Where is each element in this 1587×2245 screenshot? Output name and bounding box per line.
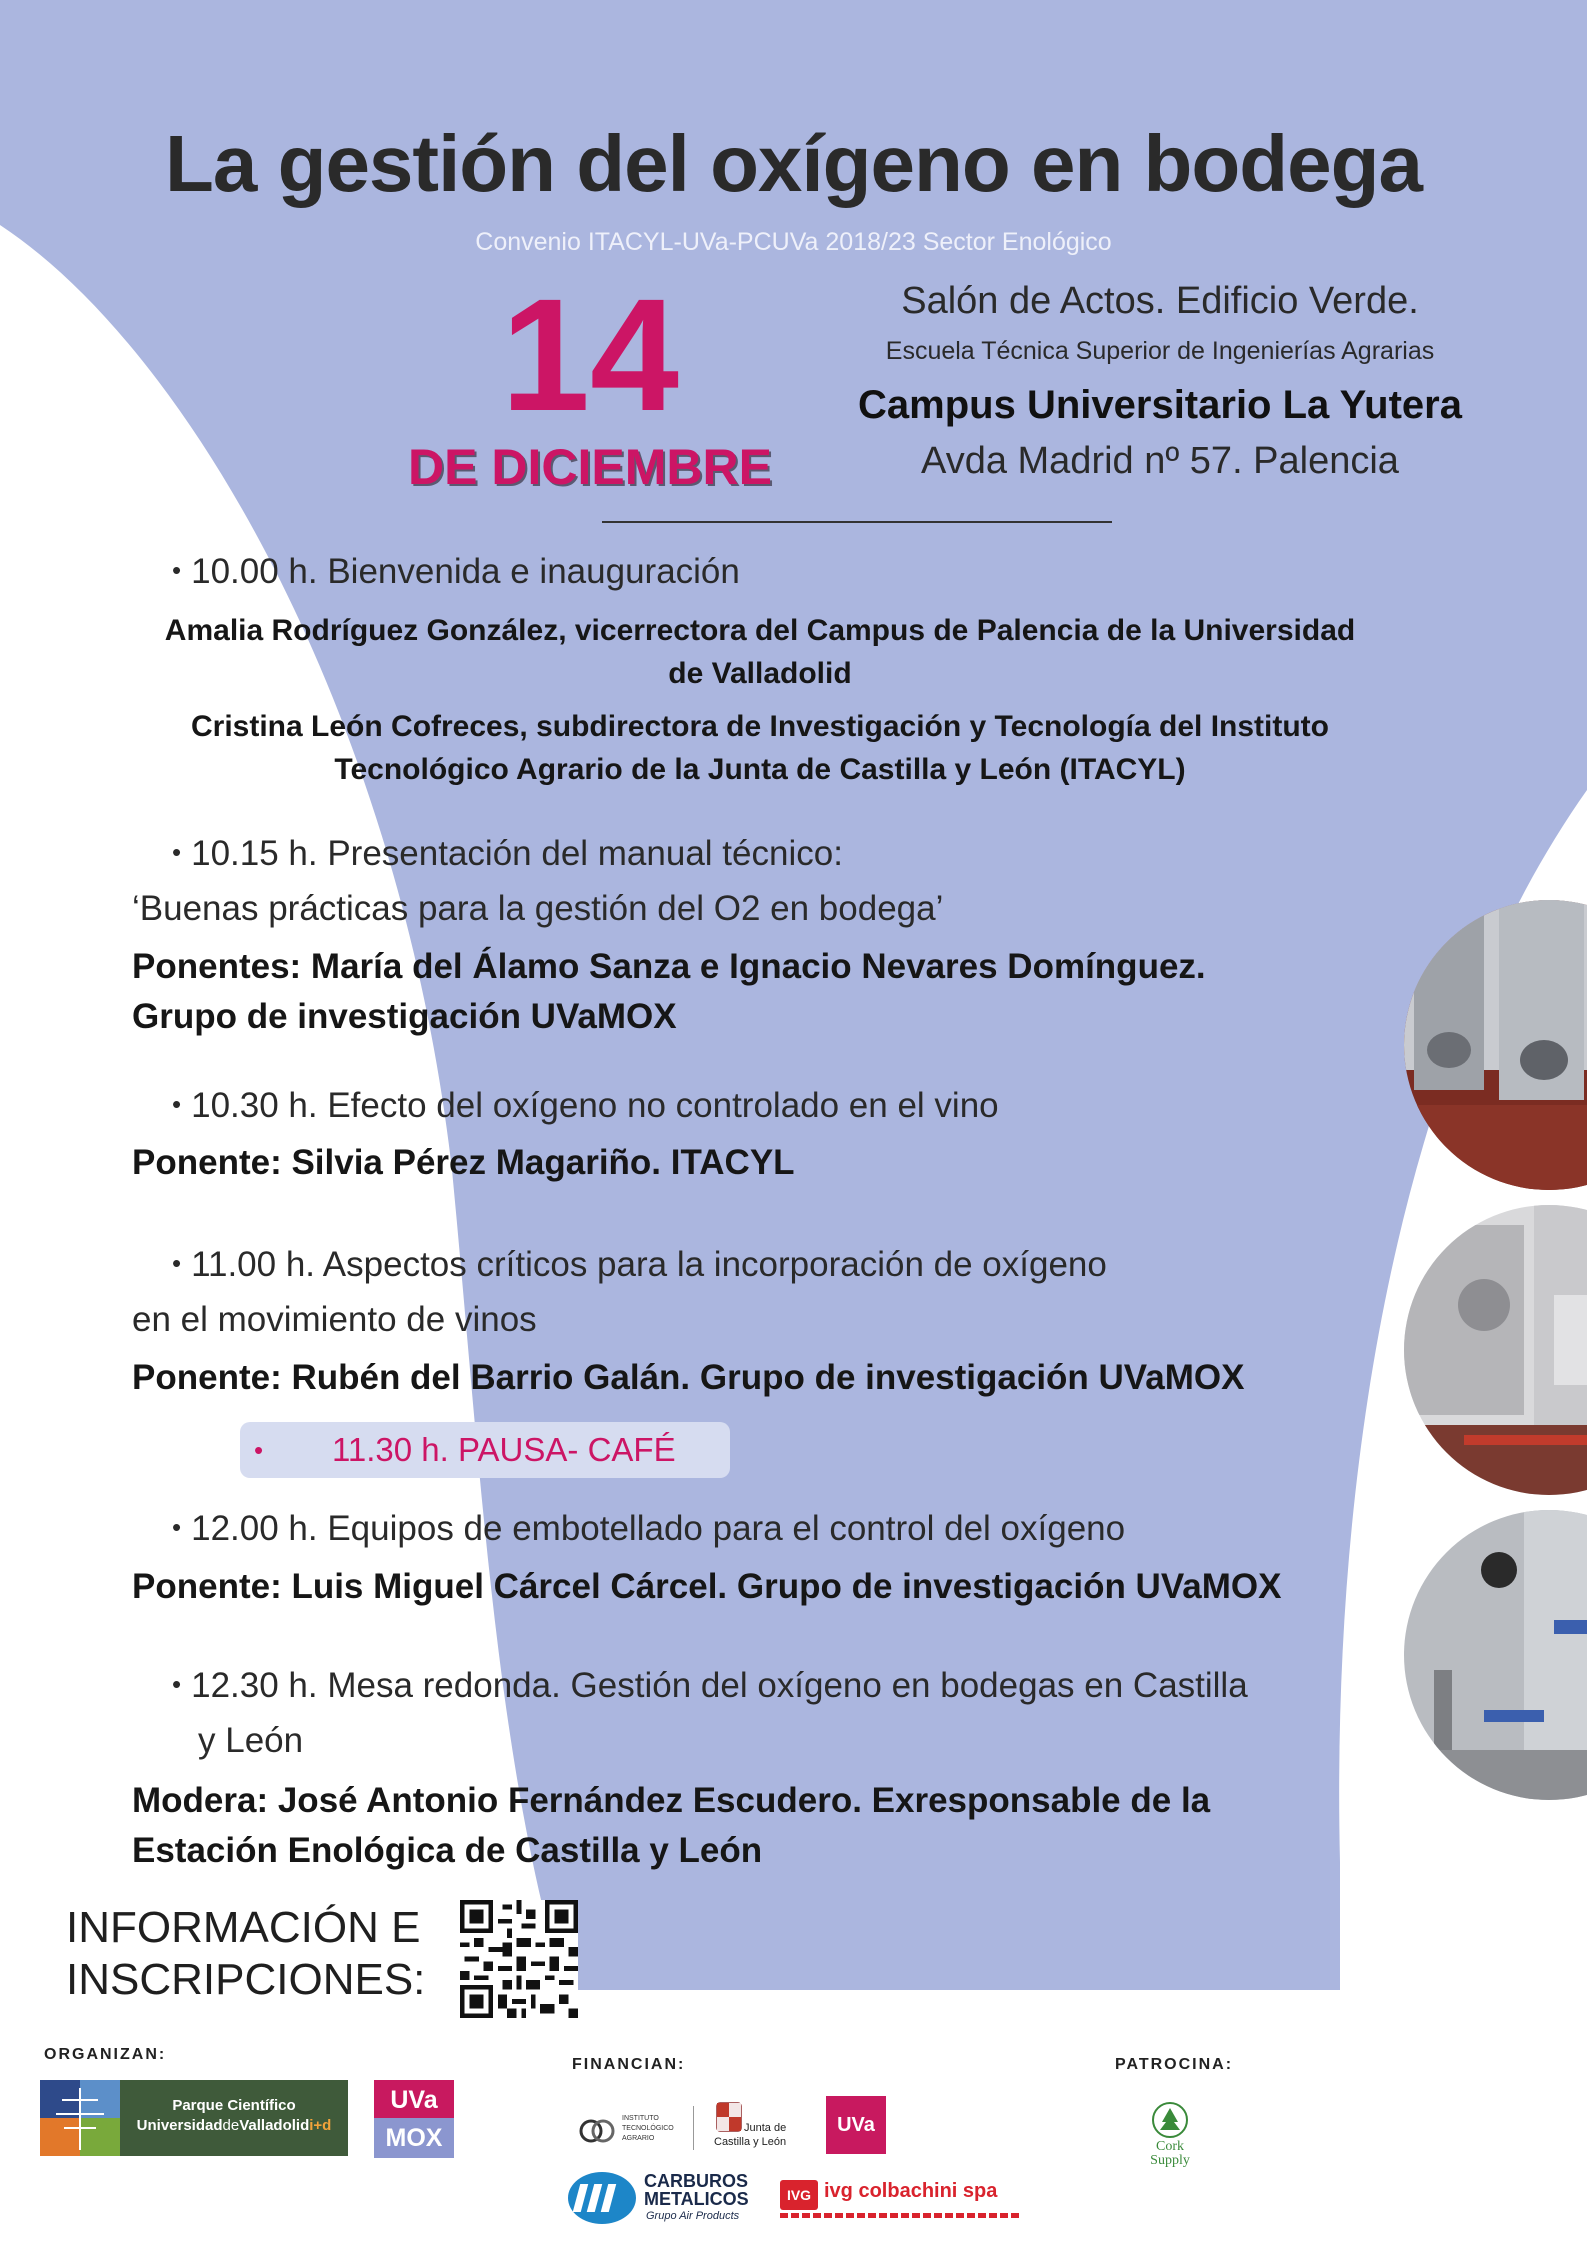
program-item-3-speaker: Ponente: Silvia Pérez Magariño. ITACYL xyxy=(132,1143,795,1182)
divider xyxy=(602,521,1112,523)
program-item-5-time: • 12.00 h. Equipos de embotellado para el control del oxígeno xyxy=(172,1509,1126,1548)
program-item-5-speaker: Ponente: Luis Miguel Cárcel Cárcel. Grupo de investigación UVaMOX xyxy=(132,1567,1282,1606)
organizers-label: ORGANIZAN: xyxy=(44,2046,167,2063)
program-item-1-speaker-2: Cristina León Cofreces, subdirectora de Investigación y Tecnología del Instituto Tecnológico Agrario de la Junta de Castilla y León (ITACYL) xyxy=(191,710,1329,786)
program-item-2-speakers: Ponentes: María del Álamo Sanza e Ignacio Nevares Domínguez. Grupo de investigación UVaMOX xyxy=(132,947,1206,1036)
page-title: La gestión del oxígeno en bodega xyxy=(164,119,1423,208)
uvamox-logo: UVa MOX xyxy=(374,2080,454,2158)
junta-logo: Junta de Castilla y León xyxy=(710,2100,820,2156)
program-item-6-time: • 12.30 h. Mesa redonda. Gestión del oxígeno en bodegas en Castilla xyxy=(172,1666,1248,1705)
event-month: DE DICIEMBRE xyxy=(408,439,772,495)
logo-divider xyxy=(693,2106,694,2150)
venue-school: Escuela Técnica Superior de Ingenierías Agrarias xyxy=(885,337,1435,365)
bullet-icon: • xyxy=(172,837,182,867)
pcuva-logo: Parque Científico UniversidaddeValladolidi+d xyxy=(40,2080,348,2156)
agreement-subtitle: Convenio ITACYL-UVa-PCUVa 2018/23 Sector Enológico xyxy=(475,228,1112,256)
coffee-break-badge: • 11.30 h. PAUSA- CAFÉ xyxy=(240,1422,730,1478)
bullet-icon: • xyxy=(254,1435,264,1465)
info-heading: INFORMACIÓN E INSCRIPCIONES: xyxy=(66,1903,426,2004)
program-item-6-time-cont: y León xyxy=(198,1721,304,1760)
bullet-icon: • xyxy=(172,555,182,585)
itacyl-logo: INSTITUTO TECNOLÓGICO AGRARIO xyxy=(578,2108,688,2152)
program-item-4-time: • 11.00 h. Aspectos críticos para la incorporación de oxígeno xyxy=(172,1245,1107,1284)
qr-code-icon[interactable] xyxy=(460,1900,578,2018)
program-item-4-time-cont: en el movimiento de vinos xyxy=(132,1300,537,1339)
program-item-2-manual-title: ‘Buenas prácticas para la gestión del O2 en bodega’ xyxy=(132,889,944,928)
program-item-1-time: • 10.00 h. Bienvenida e inauguración xyxy=(172,552,740,591)
venue-campus: Campus Universitario La Yutera xyxy=(858,383,1462,427)
funders-label: FINANCIAN: xyxy=(572,2056,686,2073)
event-day: 14 xyxy=(501,265,679,444)
program-item-3-time: • 10.30 h. Efecto del oxígeno no controlado en el vino xyxy=(172,1086,999,1125)
program-item-2-time: • 10.15 h. Presentación del manual técnico: xyxy=(172,834,843,873)
uva-logo: UVa xyxy=(826,2096,886,2154)
bullet-icon: • xyxy=(172,1669,182,1699)
bullet-icon: • xyxy=(172,1512,182,1542)
carburos-metalicos-logo: CARBUROS METALICOS Grupo Air Products xyxy=(566,2170,766,2226)
bullet-icon: • xyxy=(172,1248,182,1278)
program-item-1-speaker-1: Amalia Rodríguez González, vicerrectora del Campus de Palencia de la Universidad de Valladolid xyxy=(164,614,1356,690)
program-item-4-speaker: Ponente: Rubén del Barrio Galán. Grupo de investigación UVaMOX xyxy=(132,1358,1245,1397)
program-item-6-moderator: Modera: José Antonio Fernández Escudero. Exresponsable de la Estación Enológica de Castilla y León xyxy=(132,1781,1211,1870)
sponsor-label: PATROCINA: xyxy=(1115,2056,1234,2073)
cork-supply-logo: Cork Supply xyxy=(1130,2100,1210,2180)
bullet-icon: • xyxy=(172,1089,182,1119)
venue-room: Salón de Actos. Edificio Verde. xyxy=(901,280,1419,322)
ivg-colbachini-logo: IVG ivg colbachini spa xyxy=(780,2180,1020,2220)
venue-address: Avda Madrid nº 57. Palencia xyxy=(921,440,1399,482)
